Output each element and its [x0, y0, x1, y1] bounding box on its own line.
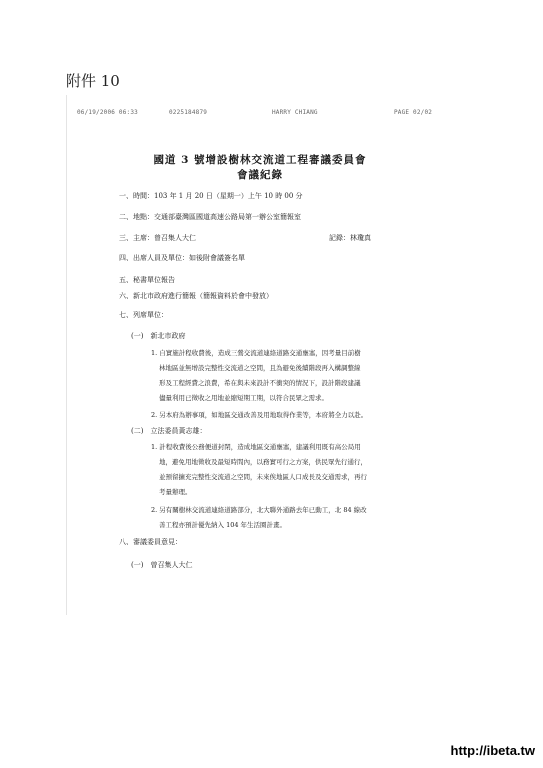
document-subtitle: 會議紀錄: [237, 169, 283, 181]
attachment-label: 附件 10: [66, 72, 120, 90]
item-units: 七、列席單位：: [119, 311, 168, 319]
section8-sub: (一) 曾召集人大仁: [131, 561, 193, 569]
section1-para1-line4: 儘量利用已徵收之用地並縮短期工期，以符合民眾之需求。: [159, 394, 328, 402]
section2-para2-line2: 善工程亦預計優先納入 104 年生活圈計畫。: [159, 521, 287, 529]
item-ntpc-report: 六、新北市政府進行簡報（簡報資料於會中發放）: [119, 292, 273, 300]
item-chair: 三、主席：曾召集人大仁: [119, 234, 196, 242]
fax-sender: HARRY CHIANG: [272, 109, 318, 116]
section1-para1-line3: 形及工程經費之浪費，希在與未來設計不衝突的情況下，設計階段建議: [159, 379, 361, 387]
section1-para1-line2: 林地區並無增設完整性交流道之空間，且為避免後續階段再入構調整線: [159, 364, 361, 372]
document-page: [66, 95, 453, 615]
watermark-text: http://ibeta.tw: [450, 743, 535, 758]
section8-heading: 八、審議委員意見：: [119, 538, 182, 546]
section1-heading: (一) 新北市政府: [131, 332, 186, 340]
section1-para1-line1: 1. 自實施計程收費後，造成三鶯交流道連絡道路交通壅塞，因考量目前樹: [151, 349, 361, 357]
document-title: 國道 3 號增設樹林交流道工程審議委員會: [153, 154, 367, 166]
item-recorder: 記錄：林瓊真: [329, 234, 371, 242]
item-place: 二、地點：交通部臺灣區國道高速公路局第一辦公室簡報室: [119, 213, 301, 221]
section2-para1-line2: 地，避免用地徵收及最短時間內，以務實可行之方案，供民眾先行通行，: [159, 458, 367, 466]
item-secretariat: 五、秘書單位報告: [119, 276, 175, 284]
section2-heading: (二) 立法委員黃志雄：: [131, 427, 207, 435]
section2-para1-line4: 考量辦理。: [159, 488, 192, 496]
section2-para2-line1: 2. 另有關樹林交流道連絡道路部分，北大聯外通路去年已動工，北 84 線改: [151, 506, 367, 514]
fax-datetime: 06/19/2006 06:33: [77, 109, 138, 116]
fax-page: PAGE 02/02: [394, 109, 433, 116]
item-time: 一、時間：103 年 1 月 20 日（星期一）上午 10 時 00 分: [119, 192, 303, 200]
fax-number: 0225184879: [169, 109, 208, 116]
item-attendees: 四、出席人員及單位：如後附會議簽名單: [119, 254, 245, 262]
section2-para1-line1: 1. 計程收費後公務便道封閉，造成地區交通壅塞，建議利用既有高公局用: [151, 443, 361, 451]
section2-para1-line3: 並預留擴充完整性交流道之空間，未來俟地區人口成長及交通需求，再行: [159, 473, 367, 481]
section1-para2: 2. 另本府為辦事項，如地區交通改善及用地取得作業等，本府將全力以赴。: [151, 411, 368, 419]
